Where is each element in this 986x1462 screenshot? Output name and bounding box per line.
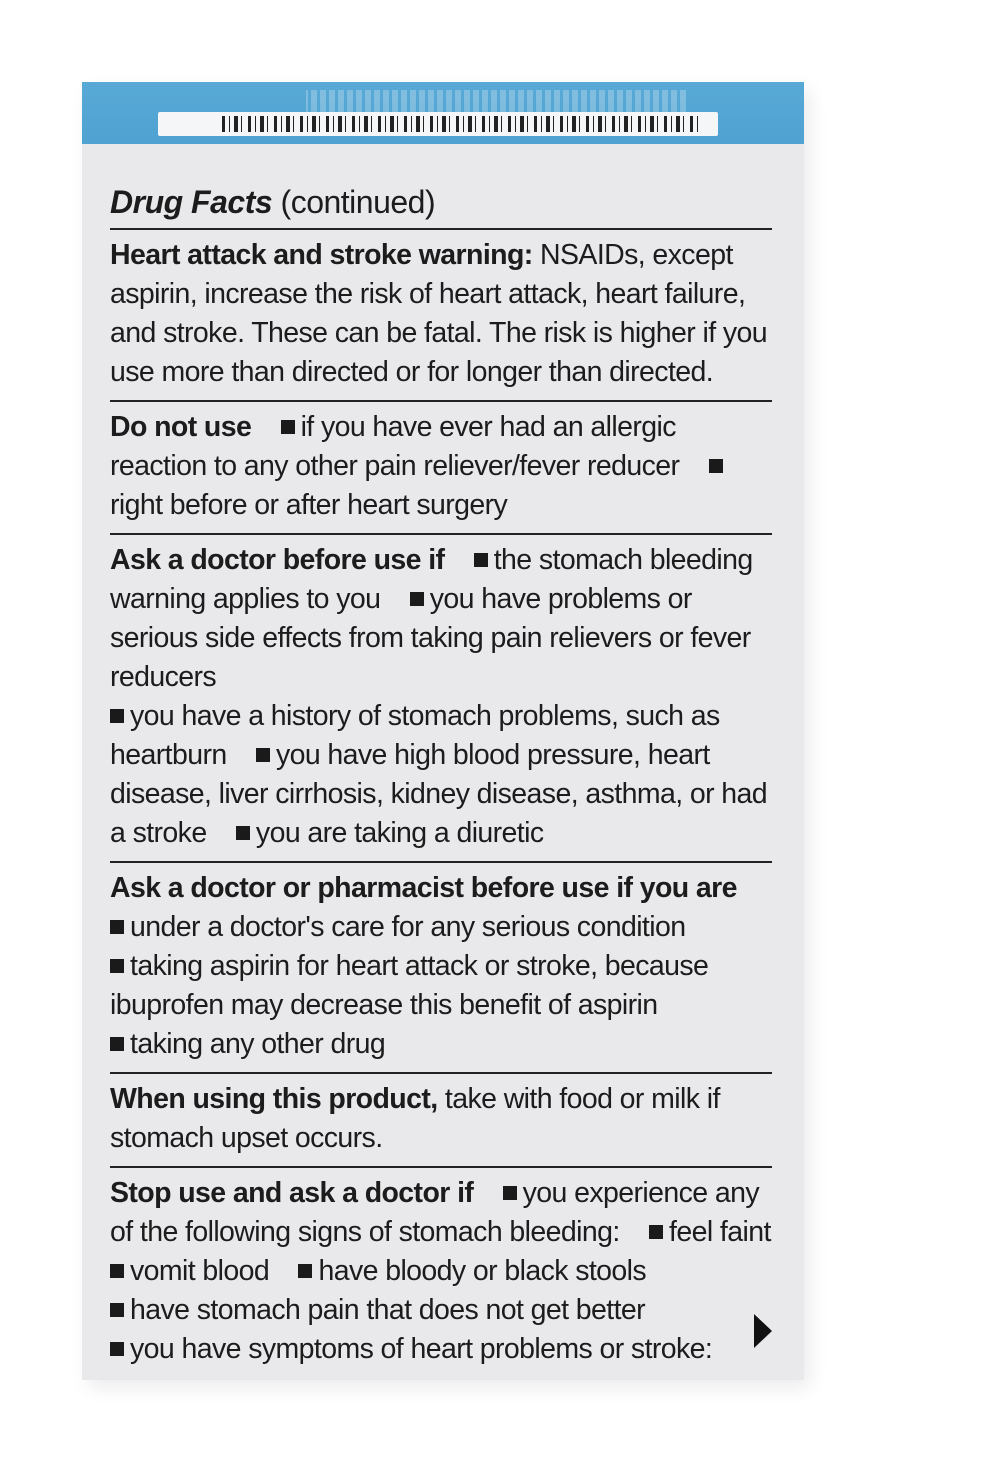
upside-down-print (306, 90, 686, 114)
square-bullet-icon (298, 1264, 312, 1278)
section-stop-use (110, 1166, 772, 1377)
list-item: taking any other drug (130, 1028, 386, 1060)
list-item: you experience any of the following signs of stomach bleeding: (110, 1177, 759, 1248)
list-item: you have symptoms of heart problems or stroke: (130, 1333, 713, 1365)
section-lead: Stop use and ask a doctor if (110, 1177, 474, 1209)
section-lead: Heart attack and stroke warning: (110, 239, 533, 271)
section-text: NSAIDs, except aspirin, increase the risk of heart attack, heart failure, and stroke. These can be fatal. The risk is higher if you use more than directed or for longer than directed. (110, 239, 768, 388)
triangle-right-icon (754, 1314, 772, 1348)
section-lead: Do not use (110, 411, 252, 443)
square-bullet-icon (110, 1342, 124, 1356)
square-bullet-icon (110, 959, 124, 973)
section-when-using (110, 1072, 772, 1166)
list-item: taking aspirin for heart attack or stroke, because ibuprofen may decrease this benefit of aspirin (110, 950, 709, 1021)
list-item: you have problems or serious side effects from taking pain relievers or fever reducers (110, 583, 751, 693)
list-item: right before or after heart surgery (110, 489, 508, 521)
list-item: you are taking a diuretic (255, 817, 544, 849)
list-item: have stomach pain that does not get better (130, 1294, 646, 1326)
drug-facts-panel (82, 82, 804, 1380)
list-item: you have high blood pressure, heart disease, liver cirrhosis, kidney disease, asthma, or had a stroke (110, 739, 768, 849)
square-bullet-icon (110, 1264, 124, 1278)
heading-subtitle: (continued) (280, 184, 436, 220)
section-text: take with food or milk if stomach upset occurs. (110, 1083, 720, 1154)
list-item: vomit blood (130, 1255, 270, 1287)
list-item: if you have ever had an allergic reaction to any other pain reliever/fever reducer (110, 411, 680, 482)
section-lead: Ask a doctor before use if (110, 544, 445, 576)
top-color-band (82, 82, 804, 144)
list-item: have bloody or black stools (318, 1255, 647, 1287)
square-bullet-icon (256, 748, 270, 762)
barcode-label (158, 112, 718, 136)
square-bullet-icon (110, 1037, 124, 1051)
list-item: you have a history of stomach problems, such as heartburn (110, 700, 720, 771)
list-item: feel faint (669, 1216, 771, 1248)
heading-title: Drug Facts (110, 184, 273, 220)
square-bullet-icon (110, 1303, 124, 1317)
square-bullet-icon (110, 920, 124, 934)
section-heart-attack-warning (110, 228, 772, 400)
list-item: under a doctor's care for any serious condition (130, 911, 686, 943)
drug-facts-content (110, 182, 772, 1377)
section-ask-pharmacist (110, 861, 772, 1072)
section-do-not-use (110, 400, 772, 533)
section-ask-doctor (110, 533, 772, 861)
list-item: the stomach bleeding warning applies to you (110, 544, 753, 615)
section-lead: When using this product, (110, 1083, 438, 1115)
square-bullet-icon (410, 592, 424, 606)
section-lead: Ask a doctor or pharmacist before use if you are (110, 872, 737, 904)
square-bullet-icon (281, 420, 295, 434)
square-bullet-icon (709, 459, 723, 473)
square-bullet-icon (236, 826, 250, 840)
square-bullet-icon (503, 1186, 517, 1200)
square-bullet-icon (649, 1225, 663, 1239)
square-bullet-icon (474, 553, 488, 567)
square-bullet-icon (110, 709, 124, 723)
drug-facts-heading (110, 182, 772, 222)
barcode-icon (222, 116, 702, 132)
